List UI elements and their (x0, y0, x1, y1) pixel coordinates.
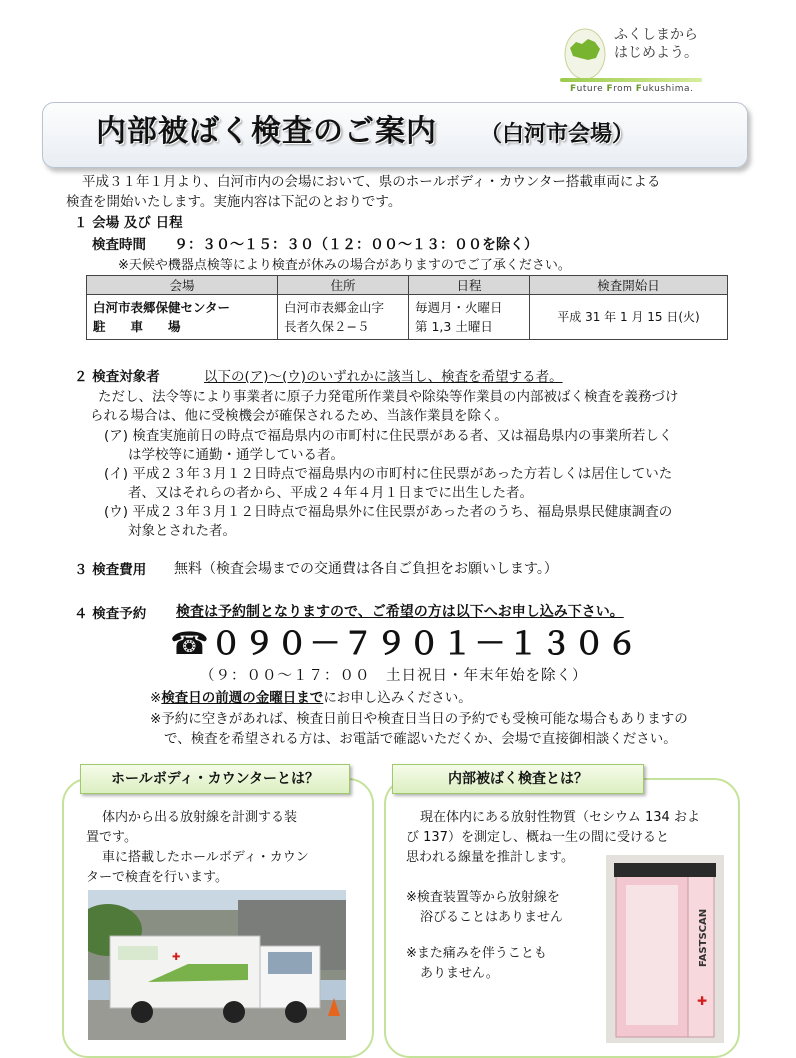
criteria-u-line2: 対象とされた者。 (128, 523, 236, 539)
section1-heading: １ 会場 及び 日程 (74, 215, 183, 231)
box-right-note1-line2: 浴びることはありません (420, 910, 564, 925)
table-header-venue: 会場 (87, 276, 278, 295)
box-right-line1: 現在体内にある放射性物質（セシウム 134 およ (420, 810, 700, 825)
section2-para-line2: られる場合は、他に受検機会が確保されるため、当該作業員を除く。 (90, 408, 508, 424)
intro-line1: 平成３１年１月より、白河市内の会場において、県のホールボディ・カウンター搭載車両による (82, 174, 661, 190)
venue-cell: 白河市表郷保健センター 駐 車 場 (87, 295, 278, 340)
table-header-start-date: 検査開始日 (530, 276, 728, 295)
table-header-address: 住所 (278, 276, 409, 295)
criteria-i-line2: 者、又はそれらの者から、平成２４年４月１日までに出生した者。 (128, 485, 533, 501)
logo-tagline: Future From Fukushima. (570, 84, 694, 94)
whole-body-counter-heading: ホールボディ・カウンターとは？ (80, 764, 350, 794)
venue-table (86, 275, 728, 340)
section4-note2-line2: で、検査を希望される方は、お電話で確認いただくか、会場で直接御相談ください。 (164, 731, 677, 747)
section3-heading: ３ 検査費用 (74, 562, 147, 578)
section3-text: 無料（検査会場までの交通費は各自ご負担をお願いします。） (174, 561, 558, 577)
section4-heading: ４ 検査予約 (74, 606, 147, 622)
svg-text:✚: ✚ (697, 994, 708, 1008)
box-left-line4: ターで検査を行います。 (86, 870, 228, 885)
section4-note1: ※検査日の前週の金曜日までにお申し込みください。 (150, 690, 472, 706)
exam-time-label: 検査時間 (92, 237, 146, 253)
criteria-u-line1: (ウ) 平成２３年３月１２日時点で福島県外に住民票があった者のうち、福島県県民健康調査の (104, 504, 673, 520)
section2-heading: ２ 検査対象者 (74, 369, 160, 385)
address-cell: 白河市表郷金山字 長者久保２−５ (278, 295, 409, 340)
box-right-note2-line1: ※また痛みを伴うことも (406, 946, 547, 961)
box-right-line3: 思われる線量を推計します。 (406, 850, 574, 865)
svg-text:✚: ✚ (172, 952, 181, 963)
criteria-i-line1: (イ) 平成２３年３月１２日時点で福島県内の市町村に住民票があった方若しくは居住していた (104, 466, 673, 482)
box-left-line3: 車に搭載したホールボディ・カウン (102, 850, 309, 865)
logo-line2: はじめよう。 (614, 45, 698, 61)
section1-note: ※天候や機器点検等により検査が休みの場合がありますのでご了承ください。 (118, 258, 571, 273)
truck-photo (88, 890, 346, 1040)
start-date-cell: 平成 31 年 1 月 15 日(火) (530, 295, 728, 340)
section4-note2-line1: ※予約に空きがあれば、検査日前日や検査日当日の予約でも受検可能な場合もありますの (150, 711, 688, 727)
logo-underline (560, 78, 702, 82)
box-left-line1: 体内から出る放射線を計測する装 (102, 810, 298, 825)
scanner-illustration (606, 855, 724, 1043)
box-right-line2: び 137）を測定し、概ね一生の間に受けると (406, 830, 669, 845)
section2-lead: 以下の(ア)～(ウ)のいずれかに該当し、検査を希望する者。 (204, 369, 563, 385)
page-subtitle: （白河市会場） (480, 122, 635, 147)
exam-time-value: ９：３０～１５：３０（１２：００～１３：００を除く） (174, 237, 538, 253)
intro-line2: 検査を開始いたします。実施内容は下記のとおりです。 (66, 194, 402, 210)
section4-lead: 検査は予約制となりますので、ご希望の方は以下へお申し込み下さい。 (176, 604, 624, 620)
box-left-line2: 置です。 (86, 830, 137, 845)
phone-number[interactable]: ☎０９０－７９０１－１３０６ (170, 626, 640, 662)
box-right-note2-line2: ありません。 (420, 966, 499, 981)
criteria-a-line1: (ア) 検査実施前日の時点で福島県内の市町村に住民票がある者、又は福島県内の事業所若しく (104, 428, 673, 444)
phone-icon: ☎ (170, 626, 211, 662)
page-title: 内部被ばく検査のご案内 (96, 114, 437, 149)
internal-exposure-heading: 内部被ばく検査とは？ (392, 764, 644, 794)
egg-logo-icon (562, 22, 608, 80)
logo-line1: ふくしまから (614, 27, 698, 43)
schedule-cell: 毎週月・火曜日 第 1,3 土曜日 (409, 295, 530, 340)
fukushima-logo (556, 20, 716, 100)
truck-illustration (88, 890, 346, 1040)
fastscan-label: FASTSCAN (698, 908, 709, 967)
section2-para-line1: ただし、法令等により事業者に原子力発電所作業員や除染等作業員の内部被ばく検査を義務づけ (98, 389, 679, 405)
scanner-photo (606, 855, 724, 1043)
phone-hours: （９：００～１７：００ 土日祝日・年末年始を除く） (200, 668, 588, 684)
table-header-schedule: 日程 (409, 276, 530, 295)
criteria-a-line2: は学校等に通勤・通学している者。 (128, 447, 344, 463)
table-row (87, 295, 728, 340)
box-right-note1-line1: ※検査装置等から放射線を (406, 890, 560, 905)
